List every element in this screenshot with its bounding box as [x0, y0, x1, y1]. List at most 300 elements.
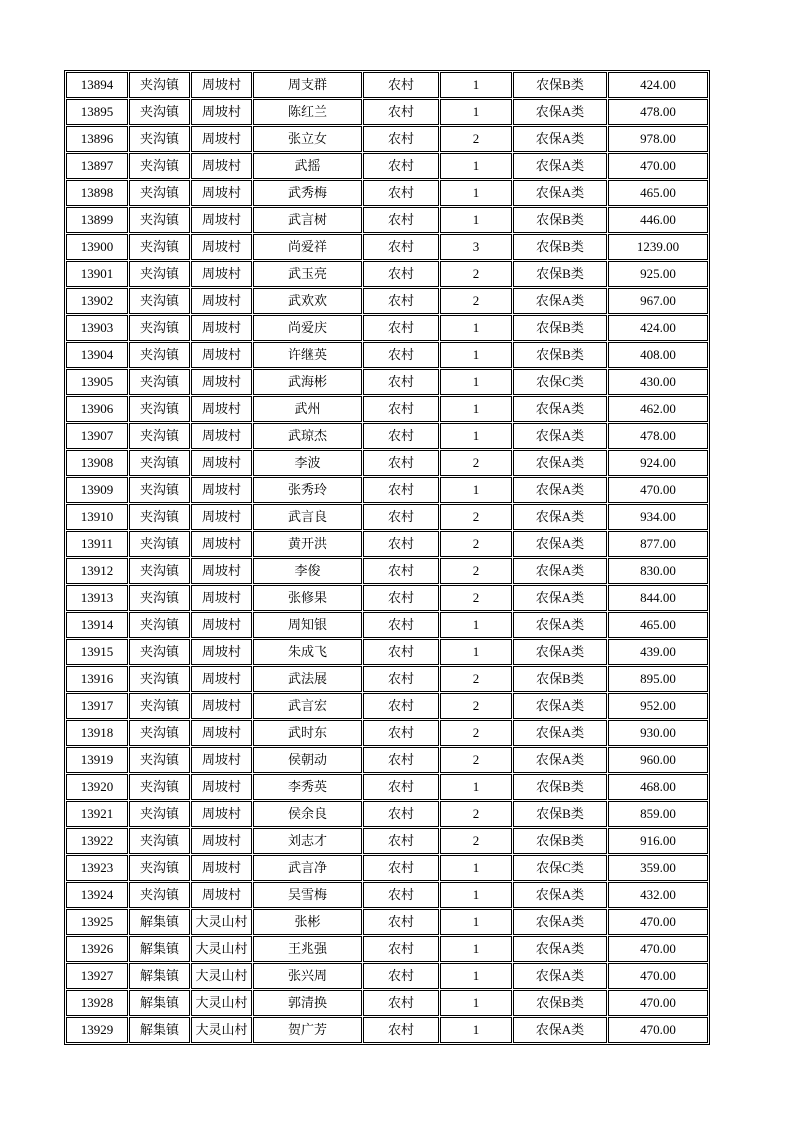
- cell-person-name: 张秀玲: [253, 477, 362, 503]
- cell-person-count: 1: [440, 612, 512, 638]
- cell-person-count: 2: [440, 504, 512, 530]
- cell-person-name: 郭清换: [253, 990, 362, 1016]
- cell-insurance-class: 农保A类: [513, 531, 607, 557]
- cell-amount: 1239.00: [608, 234, 708, 260]
- cell-village: 周坡村: [191, 207, 252, 233]
- cell-person-count: 2: [440, 558, 512, 584]
- cell-person-name: 武言树: [253, 207, 362, 233]
- cell-village: 周坡村: [191, 585, 252, 611]
- cell-amount: 424.00: [608, 72, 708, 98]
- cell-town: 夹沟镇: [129, 450, 190, 476]
- cell-village: 周坡村: [191, 693, 252, 719]
- cell-record-id: 13925: [66, 909, 128, 935]
- cell-person-count: 2: [440, 666, 512, 692]
- table-row: [66, 963, 708, 989]
- cell-person-count: 1: [440, 369, 512, 395]
- cell-person-name: 吴雪梅: [253, 882, 362, 908]
- cell-insurance-class: 农保A类: [513, 153, 607, 179]
- cell-village: 周坡村: [191, 180, 252, 206]
- cell-town: 夹沟镇: [129, 747, 190, 773]
- cell-town: 夹沟镇: [129, 423, 190, 449]
- cell-town: 解集镇: [129, 990, 190, 1016]
- cell-record-id: 13894: [66, 72, 128, 98]
- cell-village: 周坡村: [191, 531, 252, 557]
- cell-person-count: 1: [440, 342, 512, 368]
- cell-person-count: 1: [440, 99, 512, 125]
- cell-person-count: 1: [440, 639, 512, 665]
- cell-category: 农村: [363, 963, 439, 989]
- cell-record-id: 13924: [66, 882, 128, 908]
- cell-record-id: 13920: [66, 774, 128, 800]
- cell-town: 夹沟镇: [129, 882, 190, 908]
- cell-insurance-class: 农保A类: [513, 423, 607, 449]
- cell-amount: 925.00: [608, 261, 708, 287]
- cell-town: 夹沟镇: [129, 261, 190, 287]
- cell-category: 农村: [363, 909, 439, 935]
- cell-person-count: 2: [440, 126, 512, 152]
- cell-record-id: 13922: [66, 828, 128, 854]
- cell-insurance-class: 农保B类: [513, 315, 607, 341]
- cell-record-id: 13906: [66, 396, 128, 422]
- cell-category: 农村: [363, 261, 439, 287]
- cell-amount: 465.00: [608, 180, 708, 206]
- cell-category: 农村: [363, 1017, 439, 1043]
- cell-record-id: 13913: [66, 585, 128, 611]
- cell-category: 农村: [363, 450, 439, 476]
- cell-village: 周坡村: [191, 639, 252, 665]
- cell-town: 解集镇: [129, 909, 190, 935]
- cell-village: 周坡村: [191, 477, 252, 503]
- cell-town: 夹沟镇: [129, 801, 190, 827]
- table-row: [66, 504, 708, 530]
- cell-category: 农村: [363, 882, 439, 908]
- cell-town: 夹沟镇: [129, 315, 190, 341]
- cell-insurance-class: 农保B类: [513, 261, 607, 287]
- cell-amount: 930.00: [608, 720, 708, 746]
- cell-person-name: 朱成飞: [253, 639, 362, 665]
- cell-person-count: 1: [440, 153, 512, 179]
- cell-insurance-class: 农保A类: [513, 693, 607, 719]
- cell-insurance-class: 农保A类: [513, 504, 607, 530]
- cell-record-id: 13911: [66, 531, 128, 557]
- cell-insurance-class: 农保C类: [513, 855, 607, 881]
- cell-amount: 478.00: [608, 99, 708, 125]
- cell-person-count: 2: [440, 747, 512, 773]
- cell-category: 农村: [363, 639, 439, 665]
- cell-person-count: 1: [440, 936, 512, 962]
- cell-insurance-class: 农保A类: [513, 936, 607, 962]
- cell-person-name: 贺广芳: [253, 1017, 362, 1043]
- cell-person-count: 1: [440, 963, 512, 989]
- table-row: [66, 396, 708, 422]
- cell-record-id: 13917: [66, 693, 128, 719]
- table-row: [66, 315, 708, 341]
- cell-record-id: 13903: [66, 315, 128, 341]
- cell-person-name: 武言良: [253, 504, 362, 530]
- cell-village: 周坡村: [191, 72, 252, 98]
- cell-town: 解集镇: [129, 936, 190, 962]
- cell-person-count: 1: [440, 180, 512, 206]
- cell-insurance-class: 农保A类: [513, 639, 607, 665]
- cell-amount: 978.00: [608, 126, 708, 152]
- cell-person-name: 武州: [253, 396, 362, 422]
- cell-record-id: 13916: [66, 666, 128, 692]
- cell-insurance-class: 农保B类: [513, 990, 607, 1016]
- cell-category: 农村: [363, 747, 439, 773]
- cell-record-id: 13901: [66, 261, 128, 287]
- cell-person-count: 3: [440, 234, 512, 260]
- cell-insurance-class: 农保A类: [513, 450, 607, 476]
- cell-person-name: 尚爱庆: [253, 315, 362, 341]
- cell-person-name: 王兆强: [253, 936, 362, 962]
- table-row: [66, 99, 708, 125]
- cell-village: 周坡村: [191, 801, 252, 827]
- cell-village: 周坡村: [191, 315, 252, 341]
- cell-category: 农村: [363, 72, 439, 98]
- cell-record-id: 13908: [66, 450, 128, 476]
- cell-record-id: 13904: [66, 342, 128, 368]
- cell-category: 农村: [363, 153, 439, 179]
- cell-amount: 468.00: [608, 774, 708, 800]
- table-row: [66, 450, 708, 476]
- cell-person-name: 武欢欢: [253, 288, 362, 314]
- cell-record-id: 13900: [66, 234, 128, 260]
- cell-category: 农村: [363, 423, 439, 449]
- cell-insurance-class: 农保A类: [513, 882, 607, 908]
- cell-person-count: 2: [440, 288, 512, 314]
- cell-person-count: 1: [440, 990, 512, 1016]
- cell-town: 解集镇: [129, 1017, 190, 1043]
- cell-town: 夹沟镇: [129, 396, 190, 422]
- cell-village: 大灵山村: [191, 963, 252, 989]
- cell-village: 大灵山村: [191, 936, 252, 962]
- cell-village: 周坡村: [191, 720, 252, 746]
- cell-amount: 439.00: [608, 639, 708, 665]
- cell-town: 夹沟镇: [129, 855, 190, 881]
- cell-insurance-class: 农保A类: [513, 288, 607, 314]
- cell-person-name: 黄开洪: [253, 531, 362, 557]
- cell-category: 农村: [363, 693, 439, 719]
- cell-category: 农村: [363, 774, 439, 800]
- cell-person-name: 武言宏: [253, 693, 362, 719]
- table-row: [66, 882, 708, 908]
- cell-amount: 470.00: [608, 963, 708, 989]
- table-row: [66, 612, 708, 638]
- cell-insurance-class: 农保B类: [513, 774, 607, 800]
- cell-record-id: 13912: [66, 558, 128, 584]
- table-row: [66, 369, 708, 395]
- cell-village: 周坡村: [191, 423, 252, 449]
- cell-town: 夹沟镇: [129, 72, 190, 98]
- cell-person-count: 2: [440, 585, 512, 611]
- cell-record-id: 13896: [66, 126, 128, 152]
- cell-town: 夹沟镇: [129, 288, 190, 314]
- cell-amount: 470.00: [608, 1017, 708, 1043]
- cell-category: 农村: [363, 315, 439, 341]
- cell-insurance-class: 农保B类: [513, 342, 607, 368]
- cell-town: 夹沟镇: [129, 639, 190, 665]
- cell-amount: 877.00: [608, 531, 708, 557]
- cell-village: 周坡村: [191, 747, 252, 773]
- table-row: [66, 423, 708, 449]
- cell-record-id: 13897: [66, 153, 128, 179]
- table-row: [66, 207, 708, 233]
- cell-category: 农村: [363, 990, 439, 1016]
- cell-amount: 470.00: [608, 936, 708, 962]
- cell-record-id: 13919: [66, 747, 128, 773]
- cell-insurance-class: 农保A类: [513, 396, 607, 422]
- table-row: [66, 1017, 708, 1043]
- cell-record-id: 13895: [66, 99, 128, 125]
- cell-person-count: 1: [440, 396, 512, 422]
- cell-insurance-class: 农保B类: [513, 207, 607, 233]
- cell-insurance-class: 农保A类: [513, 126, 607, 152]
- cell-person-count: 1: [440, 72, 512, 98]
- table-row: [66, 801, 708, 827]
- cell-person-name: 武摇: [253, 153, 362, 179]
- cell-record-id: 13907: [66, 423, 128, 449]
- cell-town: 夹沟镇: [129, 126, 190, 152]
- cell-record-id: 13910: [66, 504, 128, 530]
- cell-amount: 924.00: [608, 450, 708, 476]
- benefit-record-table: [64, 70, 710, 1045]
- cell-town: 夹沟镇: [129, 531, 190, 557]
- cell-village: 周坡村: [191, 450, 252, 476]
- cell-person-name: 武琼杰: [253, 423, 362, 449]
- cell-village: 周坡村: [191, 774, 252, 800]
- cell-person-name: 李秀英: [253, 774, 362, 800]
- cell-village: 周坡村: [191, 261, 252, 287]
- table-row: [66, 693, 708, 719]
- cell-insurance-class: 农保A类: [513, 612, 607, 638]
- cell-person-name: 陈红兰: [253, 99, 362, 125]
- table-row: [66, 747, 708, 773]
- cell-category: 农村: [363, 855, 439, 881]
- cell-amount: 895.00: [608, 666, 708, 692]
- table-row: [66, 288, 708, 314]
- cell-category: 农村: [363, 828, 439, 854]
- cell-person-name: 许继英: [253, 342, 362, 368]
- cell-amount: 470.00: [608, 477, 708, 503]
- cell-record-id: 13902: [66, 288, 128, 314]
- cell-insurance-class: 农保B类: [513, 801, 607, 827]
- cell-insurance-class: 农保A类: [513, 909, 607, 935]
- cell-person-name: 尚爱祥: [253, 234, 362, 260]
- cell-person-count: 1: [440, 423, 512, 449]
- cell-town: 夹沟镇: [129, 477, 190, 503]
- table-row: [66, 558, 708, 584]
- cell-person-count: 1: [440, 315, 512, 341]
- cell-person-name: 武法展: [253, 666, 362, 692]
- table-row: [66, 990, 708, 1016]
- cell-town: 夹沟镇: [129, 369, 190, 395]
- cell-amount: 934.00: [608, 504, 708, 530]
- cell-person-name: 武言净: [253, 855, 362, 881]
- table-row: [66, 855, 708, 881]
- cell-person-name: 张兴周: [253, 963, 362, 989]
- table-body: [66, 72, 708, 1043]
- cell-record-id: 13899: [66, 207, 128, 233]
- cell-person-name: 张彬: [253, 909, 362, 935]
- table-row: [66, 477, 708, 503]
- cell-category: 农村: [363, 288, 439, 314]
- cell-person-name: 周知银: [253, 612, 362, 638]
- cell-amount: 478.00: [608, 423, 708, 449]
- cell-village: 周坡村: [191, 153, 252, 179]
- cell-insurance-class: 农保A类: [513, 477, 607, 503]
- table-row: [66, 774, 708, 800]
- cell-amount: 967.00: [608, 288, 708, 314]
- cell-person-name: 李俊: [253, 558, 362, 584]
- cell-person-count: 2: [440, 801, 512, 827]
- cell-village: 大灵山村: [191, 909, 252, 935]
- cell-person-count: 2: [440, 720, 512, 746]
- cell-village: 周坡村: [191, 828, 252, 854]
- cell-category: 农村: [363, 99, 439, 125]
- cell-town: 夹沟镇: [129, 693, 190, 719]
- cell-amount: 462.00: [608, 396, 708, 422]
- table-row: [66, 720, 708, 746]
- cell-person-count: 1: [440, 855, 512, 881]
- cell-category: 农村: [363, 477, 439, 503]
- cell-record-id: 13928: [66, 990, 128, 1016]
- cell-category: 农村: [363, 180, 439, 206]
- cell-record-id: 13918: [66, 720, 128, 746]
- cell-town: 夹沟镇: [129, 99, 190, 125]
- cell-person-name: 武时东: [253, 720, 362, 746]
- cell-category: 农村: [363, 369, 439, 395]
- table-row: [66, 342, 708, 368]
- cell-person-name: 武秀梅: [253, 180, 362, 206]
- cell-person-count: 1: [440, 207, 512, 233]
- cell-amount: 432.00: [608, 882, 708, 908]
- cell-person-name: 武玉亮: [253, 261, 362, 287]
- table-row: [66, 531, 708, 557]
- cell-amount: 359.00: [608, 855, 708, 881]
- table-row: [66, 936, 708, 962]
- cell-village: 周坡村: [191, 396, 252, 422]
- cell-town: 解集镇: [129, 963, 190, 989]
- cell-amount: 470.00: [608, 909, 708, 935]
- cell-insurance-class: 农保B类: [513, 234, 607, 260]
- cell-person-name: 李波: [253, 450, 362, 476]
- cell-category: 农村: [363, 558, 439, 584]
- cell-insurance-class: 农保B类: [513, 72, 607, 98]
- cell-amount: 952.00: [608, 693, 708, 719]
- table-row: [66, 666, 708, 692]
- cell-village: 周坡村: [191, 288, 252, 314]
- cell-town: 夹沟镇: [129, 558, 190, 584]
- cell-record-id: 13926: [66, 936, 128, 962]
- table-row: [66, 828, 708, 854]
- cell-category: 农村: [363, 396, 439, 422]
- cell-amount: 916.00: [608, 828, 708, 854]
- cell-insurance-class: 农保A类: [513, 558, 607, 584]
- cell-category: 农村: [363, 342, 439, 368]
- cell-town: 夹沟镇: [129, 612, 190, 638]
- cell-person-name: 侯朝动: [253, 747, 362, 773]
- cell-record-id: 13927: [66, 963, 128, 989]
- cell-insurance-class: 农保B类: [513, 828, 607, 854]
- cell-insurance-class: 农保A类: [513, 720, 607, 746]
- cell-record-id: 13909: [66, 477, 128, 503]
- cell-village: 周坡村: [191, 342, 252, 368]
- cell-category: 农村: [363, 720, 439, 746]
- cell-person-count: 2: [440, 450, 512, 476]
- cell-category: 农村: [363, 801, 439, 827]
- cell-amount: 470.00: [608, 990, 708, 1016]
- table-row: [66, 153, 708, 179]
- cell-town: 夹沟镇: [129, 720, 190, 746]
- cell-village: 大灵山村: [191, 990, 252, 1016]
- cell-person-count: 1: [440, 909, 512, 935]
- cell-town: 夹沟镇: [129, 828, 190, 854]
- cell-town: 夹沟镇: [129, 180, 190, 206]
- cell-amount: 424.00: [608, 315, 708, 341]
- cell-town: 夹沟镇: [129, 504, 190, 530]
- cell-category: 农村: [363, 585, 439, 611]
- table-row: [66, 72, 708, 98]
- cell-amount: 960.00: [608, 747, 708, 773]
- cell-insurance-class: 农保A类: [513, 963, 607, 989]
- table-row: [66, 261, 708, 287]
- cell-village: 周坡村: [191, 99, 252, 125]
- cell-person-name: 侯余良: [253, 801, 362, 827]
- cell-person-count: 2: [440, 828, 512, 854]
- cell-insurance-class: 农保A类: [513, 585, 607, 611]
- cell-amount: 859.00: [608, 801, 708, 827]
- cell-insurance-class: 农保A类: [513, 180, 607, 206]
- cell-record-id: 13929: [66, 1017, 128, 1043]
- cell-amount: 830.00: [608, 558, 708, 584]
- table-row: [66, 639, 708, 665]
- cell-person-name: 周支群: [253, 72, 362, 98]
- cell-amount: 844.00: [608, 585, 708, 611]
- cell-town: 夹沟镇: [129, 153, 190, 179]
- cell-town: 夹沟镇: [129, 207, 190, 233]
- table-row: [66, 909, 708, 935]
- cell-person-name: 刘志才: [253, 828, 362, 854]
- cell-person-count: 1: [440, 882, 512, 908]
- table-row: [66, 234, 708, 260]
- cell-category: 农村: [363, 666, 439, 692]
- cell-person-name: 武海彬: [253, 369, 362, 395]
- cell-village: 周坡村: [191, 855, 252, 881]
- table-row: [66, 180, 708, 206]
- cell-category: 农村: [363, 936, 439, 962]
- cell-person-name: 张立女: [253, 126, 362, 152]
- cell-town: 夹沟镇: [129, 234, 190, 260]
- cell-category: 农村: [363, 126, 439, 152]
- cell-person-count: 1: [440, 1017, 512, 1043]
- cell-village: 周坡村: [191, 504, 252, 530]
- cell-person-count: 1: [440, 774, 512, 800]
- cell-village: 周坡村: [191, 558, 252, 584]
- cell-category: 农村: [363, 504, 439, 530]
- cell-record-id: 13898: [66, 180, 128, 206]
- cell-insurance-class: 农保B类: [513, 666, 607, 692]
- cell-person-count: 2: [440, 693, 512, 719]
- cell-record-id: 13921: [66, 801, 128, 827]
- cell-village: 周坡村: [191, 234, 252, 260]
- cell-person-name: 张修果: [253, 585, 362, 611]
- cell-insurance-class: 农保A类: [513, 1017, 607, 1043]
- cell-record-id: 13923: [66, 855, 128, 881]
- cell-village: 周坡村: [191, 612, 252, 638]
- cell-town: 夹沟镇: [129, 666, 190, 692]
- cell-record-id: 13905: [66, 369, 128, 395]
- cell-amount: 408.00: [608, 342, 708, 368]
